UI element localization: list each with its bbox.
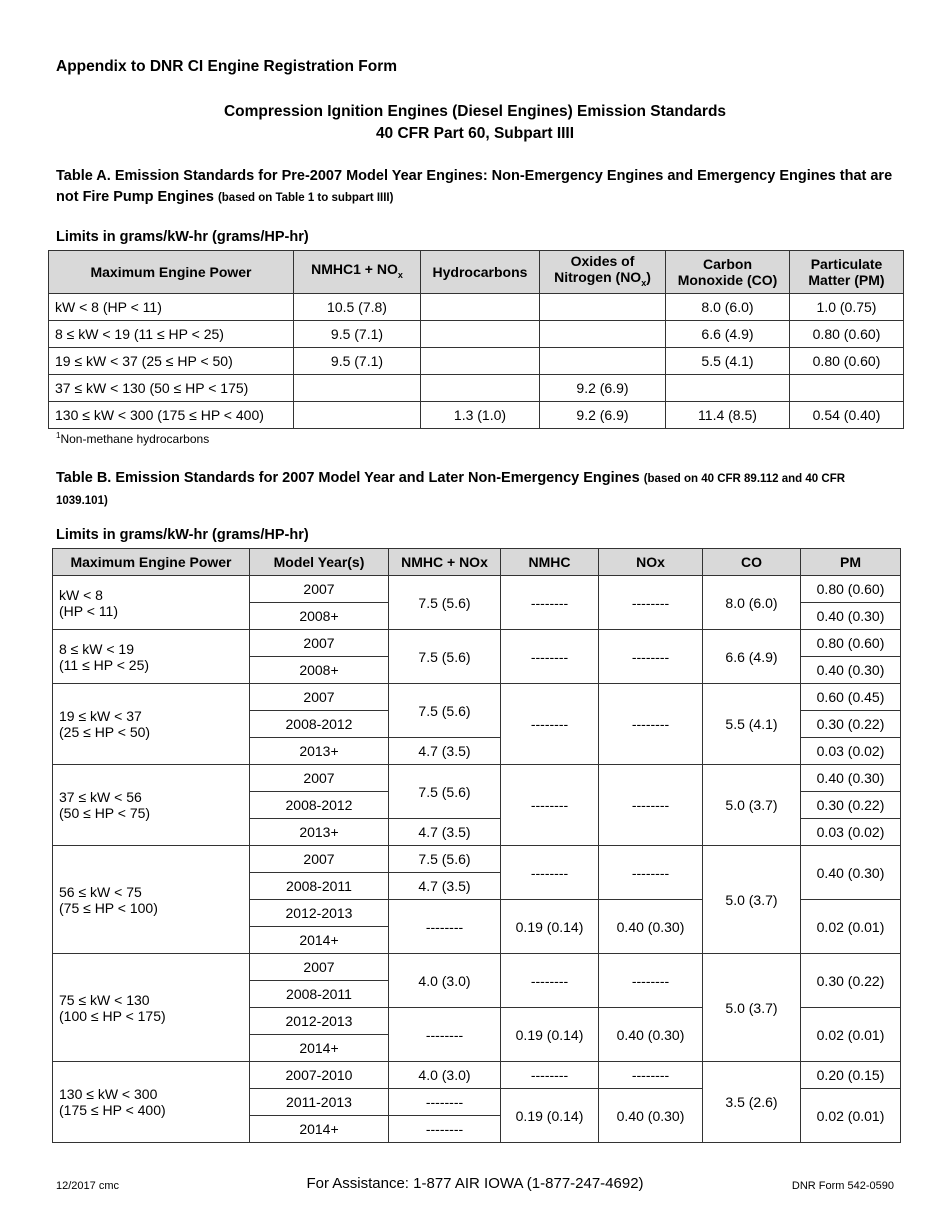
header-co: CO [703,549,801,576]
model-year-cell: 2014+ [250,1035,389,1062]
table-cell: 0.19 (0.14) [501,1008,599,1062]
table-cell [421,375,540,402]
table-cell: 5.0 (3.7) [703,846,801,954]
model-year-cell: 2008-2012 [250,792,389,819]
table-row [49,402,904,429]
table-b [52,548,901,1143]
table-cell: 1.3 (1.0) [421,402,540,429]
model-year-cell: 2007-2010 [250,1062,389,1089]
table-cell: 3.5 (2.6) [703,1062,801,1143]
table-cell: 7.5 (5.6) [389,576,501,630]
table-cell: 0.03 (0.02) [801,738,901,765]
model-year-cell: 2007 [250,765,389,792]
table-row [49,375,904,402]
power-range-cell: 130 ≤ kW < 300 (175 ≤ HP < 400) [53,1062,250,1143]
table-cell: 6.6 (4.9) [703,630,801,684]
table-b-header-row [53,549,901,576]
table-b-caption [56,468,896,512]
table-cell: 0.30 (0.22) [801,954,901,1008]
header-nmhc-nox: NMHC + NOx [389,549,501,576]
table-cell: 4.7 (3.5) [389,738,501,765]
table-cell: -------- [389,900,501,954]
table-cell: -------- [501,765,599,846]
table-a-caption [56,166,896,209]
table-cell: 37 ≤ kW < 130 (50 ≤ HP < 175) [49,375,294,402]
model-year-cell: 2013+ [250,819,389,846]
document-title [0,101,950,145]
power-range-cell: 56 ≤ kW < 75 (75 ≤ HP < 100) [53,846,250,954]
header-max-power: Maximum Engine Power [49,251,294,294]
power-range-cell: kW < 8 (HP < 11) [53,576,250,630]
table-row [49,321,904,348]
table-cell: 8.0 (6.0) [666,294,790,321]
table-cell: 7.5 (5.6) [389,765,501,819]
model-year-cell: 2011-2013 [250,1089,389,1116]
model-year-cell: 2014+ [250,927,389,954]
model-year-cell: 2012-2013 [250,1008,389,1035]
model-year-cell: 2008+ [250,657,389,684]
table-b-limits: Limits in grams/kW-hr (grams/HP-hr) [56,527,309,543]
table-a [48,250,904,429]
table-cell: -------- [599,954,703,1008]
table-cell: 0.40 (0.30) [599,900,703,954]
table-cell: 11.4 (8.5) [666,402,790,429]
table-cell: -------- [501,846,599,900]
table-cell: -------- [599,576,703,630]
table-cell: 0.40 (0.30) [599,1008,703,1062]
header-pm: PM [801,549,901,576]
table-cell: -------- [599,1062,703,1089]
table-cell: 9.2 (6.9) [540,402,666,429]
table-cell: -------- [389,1116,501,1143]
table-cell: 0.40 (0.30) [801,846,901,900]
power-range-cell: 37 ≤ kW < 56 (50 ≤ HP < 75) [53,765,250,846]
footer-form-number: DNR Form 542-0590 [791,1180,894,1192]
table-cell: -------- [599,684,703,765]
footer-assistance: For Assistance: 1-877 AIR IOWA (1-877-247-4692) [306,1175,644,1192]
table-cell: 1.0 (0.75) [790,294,904,321]
table-cell: 5.5 (4.1) [666,348,790,375]
model-year-cell: 2008-2011 [250,981,389,1008]
table-b-caption-text: Table B. Emission Standards for 2007 Model Year and Later Non-Emergency Engines [56,470,640,486]
table-cell: -------- [389,1008,501,1062]
power-range-cell: 75 ≤ kW < 130 (100 ≤ HP < 175) [53,954,250,1062]
table-cell: -------- [389,1089,501,1116]
table-cell: 0.40 (0.30) [599,1089,703,1143]
table-row [53,846,901,873]
table-cell: 0.40 (0.30) [801,657,901,684]
table-cell: -------- [599,846,703,900]
table-cell: 0.54 (0.40) [790,402,904,429]
header-nox: Oxides of Nitrogen $(NO_x)$ [540,251,666,294]
table-a-limits: Limits in grams/kW-hr (grams/HP-hr) [56,229,309,245]
table-cell [421,348,540,375]
table-cell: 4.7 (3.5) [389,819,501,846]
table-cell: 0.80 (0.60) [801,630,901,657]
model-year-cell: 2008+ [250,603,389,630]
table-cell: 0.80 (0.60) [801,576,901,603]
table-cell: 0.40 (0.30) [801,765,901,792]
table-row [53,954,901,981]
table-cell: 0.40 (0.30) [801,603,901,630]
table-cell: 0.19 (0.14) [501,1089,599,1143]
header-nox: NOx [599,549,703,576]
table-cell: 5.0 (3.7) [703,954,801,1062]
table-cell [540,321,666,348]
table-cell: 0.80 (0.60) [790,321,904,348]
table-cell [790,375,904,402]
title-line-1: Compression Ignition Engines (Diesel Engines) Emission Standards [223,103,727,120]
table-cell: 0.02 (0.01) [801,900,901,954]
table-cell: -------- [501,630,599,684]
table-row [53,576,901,603]
table-cell: 4.0 (3.0) [389,954,501,1008]
table-cell: 8 ≤ kW < 19 (11 ≤ HP < 25) [49,321,294,348]
table-cell: -------- [501,576,599,630]
table-cell: 4.0 (3.0) [389,1062,501,1089]
table-cell: -------- [501,954,599,1008]
table-row [53,630,901,657]
table-row [53,684,901,711]
table-cell [421,321,540,348]
model-year-cell: 2014+ [250,1116,389,1143]
table-cell [421,294,540,321]
appendix-heading: Appendix to DNR CI Engine Registration Form [56,58,398,75]
table-cell: -------- [599,765,703,846]
table-cell: kW < 8 (HP < 11) [49,294,294,321]
model-year-cell: 2007 [250,846,389,873]
header-nmhc: NMHC [501,549,599,576]
table-cell: 9.2 (6.9) [540,375,666,402]
table-cell: -------- [501,1062,599,1089]
table-cell: 0.30 (0.22) [801,711,901,738]
table-row [49,348,904,375]
header-model-years: Model Year(s) [250,549,389,576]
table-cell [540,348,666,375]
footer-date: 12/2017 cmc [56,1180,119,1192]
table-cell: 0.02 (0.01) [801,1008,901,1062]
table-row [53,765,901,792]
model-year-cell: 2007 [250,954,389,981]
table-cell: 4.7 (3.5) [389,873,501,900]
table-cell: 7.5 (5.6) [389,630,501,684]
table-cell [294,375,421,402]
header-co: Carbon Monoxide (CO) [666,251,790,294]
table-cell [294,402,421,429]
table-row [53,1062,901,1089]
table-cell: 5.0 (3.7) [703,765,801,846]
table-cell: -------- [501,684,599,765]
table-a-caption-text: Table A. Emission Standards for Pre-2007 Model Year Engines: Non-Emergency Engines and Emergency Engines that are not Fire Pump Engines [56,168,893,205]
model-year-cell: 2012-2013 [250,900,389,927]
title-line-2: 40 CFR Part 60, Subpart IIII [375,125,575,142]
table-cell: 7.5 (5.6) [389,846,501,873]
table-cell: 6.6 (4.9) [666,321,790,348]
table-row [49,294,904,321]
table-cell: 10.5 (7.8) [294,294,421,321]
table-cell: 130 ≤ kW < 300 (175 ≤ HP < 400) [49,402,294,429]
table-cell: 9.5 (7.1) [294,321,421,348]
table-cell: 0.30 (0.22) [801,792,901,819]
table-cell: 0.19 (0.14) [501,900,599,954]
model-year-cell: 2007 [250,630,389,657]
table-cell [666,375,790,402]
table-cell: 9.5 (7.1) [294,348,421,375]
table-a-footnote: $^1$Non-methane hydrocarbons [56,431,210,446]
table-cell: 8.0 (6.0) [703,576,801,630]
model-year-cell: 2008-2012 [250,711,389,738]
table-cell: 0.20 (0.15) [801,1062,901,1089]
model-year-cell: 2008-2011 [250,873,389,900]
power-range-cell: 19 ≤ kW < 37 (25 ≤ HP < 50) [53,684,250,765]
header-hydrocarbons: Hydrocarbons [421,251,540,294]
table-cell: 7.5 (5.6) [389,684,501,738]
table-cell [540,294,666,321]
table-b-caption-note: (based on 40 CFR 89.112 and 40 CFR 1039.101) [56,473,846,507]
table-cell: 0.03 (0.02) [801,819,901,846]
table-cell: 0.02 (0.01) [801,1089,901,1143]
header-max-power: Maximum Engine Power [53,549,250,576]
table-a-caption-note: (based on Table 1 to subpart IIII) [217,192,394,204]
table-cell: -------- [599,630,703,684]
header-nmhc-nox: NMHC1 + $NO_x$ [294,251,421,294]
model-year-cell: 2007 [250,576,389,603]
table-cell: 19 ≤ kW < 37 (25 ≤ HP < 50) [49,348,294,375]
model-year-cell: 2013+ [250,738,389,765]
power-range-cell: 8 ≤ kW < 19 (11 ≤ HP < 25) [53,630,250,684]
model-year-cell: 2007 [250,684,389,711]
table-cell: 0.60 (0.45) [801,684,901,711]
table-cell: 5.5 (4.1) [703,684,801,765]
header-pm: Particulate Matter (PM) [790,251,904,294]
table-a-header-row [49,251,904,294]
table-cell: 0.80 (0.60) [790,348,904,375]
